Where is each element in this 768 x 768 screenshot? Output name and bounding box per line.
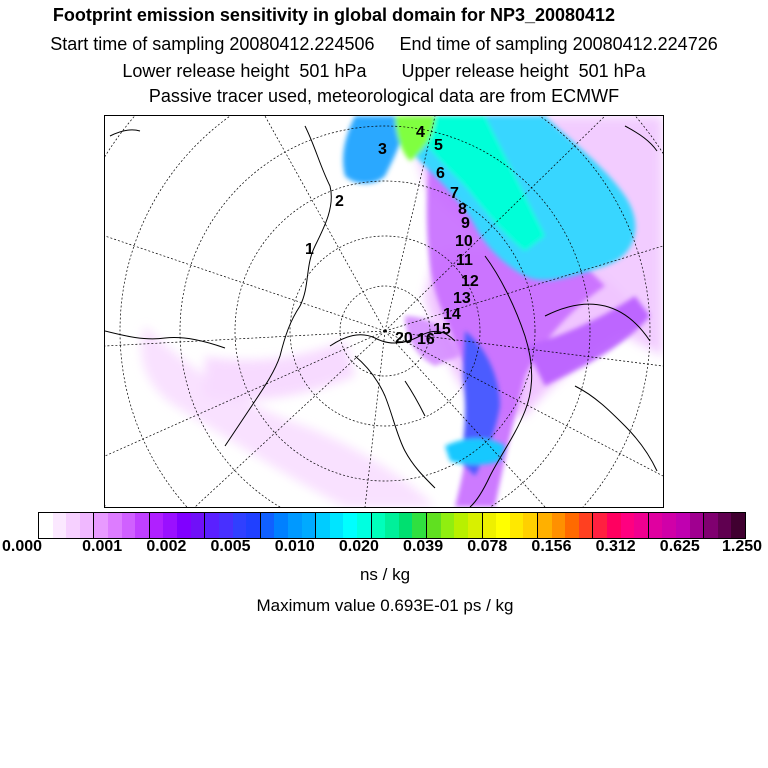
- colorbar-cell: [94, 513, 108, 538]
- colorbar: [38, 512, 746, 539]
- colorbar-cell: [233, 513, 247, 538]
- track-label: 3: [378, 141, 387, 158]
- track-label: 8: [458, 201, 467, 218]
- map-panel: [104, 115, 664, 508]
- track-label: 4: [416, 124, 425, 141]
- colorbar-cell: [288, 513, 302, 538]
- colorbar-cell: [552, 513, 566, 538]
- track-label: 2: [335, 193, 344, 210]
- colorbar-tick-label: 0.020: [338, 538, 379, 555]
- colorbar-cell: [704, 513, 718, 538]
- tracer-info: Passive tracer used, meteorological data are from ECMWF: [148, 86, 620, 106]
- colorbar-cell: [122, 513, 136, 538]
- colorbar-tick-label: 0.039: [403, 538, 444, 555]
- colorbar-cell: [607, 513, 621, 538]
- colorbar-cell: [593, 513, 607, 538]
- colorbar-cell: [690, 513, 705, 538]
- colorbar-cell: [53, 513, 67, 538]
- colorbar-tick-label: 0.625: [659, 538, 700, 555]
- colorbar-tick-label: 0.010: [274, 538, 315, 555]
- colorbar-tick-label: 0.000: [1, 538, 43, 555]
- colorbar-cell: [483, 513, 497, 538]
- track-label: 16: [417, 331, 435, 348]
- map-title: Footprint emission sensitivity in global domain for NP3_20080412: [52, 5, 616, 25]
- colorbar-tick-label: 0.005: [210, 538, 251, 555]
- colorbar-tick-label: 0.002: [146, 538, 187, 555]
- colorbar-cell: [731, 513, 745, 538]
- track-label: 11: [456, 252, 473, 269]
- colorbar-cell: [246, 513, 261, 538]
- colorbar-cell: [496, 513, 510, 538]
- track-label: 6: [436, 165, 445, 182]
- colorbar-cell: [399, 513, 413, 538]
- track-label: 7: [450, 185, 459, 202]
- track-label: 10: [455, 233, 473, 250]
- colorbar-cell: [510, 513, 524, 538]
- colorbar-tick-label: 0.078: [467, 538, 508, 555]
- colorbar-cell: [523, 513, 538, 538]
- colorbar-units: ns / kg: [359, 565, 411, 584]
- track-label: 1: [305, 241, 314, 258]
- colorbar-cell: [316, 513, 330, 538]
- colorbar-cell: [205, 513, 219, 538]
- track-label: 20: [395, 330, 413, 347]
- colorbar-cell: [80, 513, 95, 538]
- colorbar-cell: [565, 513, 579, 538]
- track-label: 15: [433, 321, 451, 338]
- colorbar-cell: [718, 513, 732, 538]
- colorbar-cell: [261, 513, 275, 538]
- colorbar-cell: [468, 513, 483, 538]
- track-label: 5: [434, 137, 443, 154]
- colorbar-cell: [357, 513, 372, 538]
- colorbar-cell: [427, 513, 441, 538]
- colorbar-cell: [330, 513, 344, 538]
- colorbar-tick-label: 0.001: [82, 538, 123, 555]
- colorbar-cell: [135, 513, 150, 538]
- track-label: 13: [453, 290, 471, 307]
- colorbar-cell: [372, 513, 386, 538]
- colorbar-cell: [274, 513, 288, 538]
- colorbar-cell: [302, 513, 317, 538]
- colorbar-cell: [538, 513, 552, 538]
- footprint-map: [105, 116, 663, 507]
- colorbar-cell: [343, 513, 357, 538]
- colorbar-cell: [412, 513, 427, 538]
- colorbar-cell: [649, 513, 663, 538]
- colorbar-cell: [163, 513, 177, 538]
- track-label: 12: [461, 273, 479, 290]
- colorbar-tick-label: 1.250: [721, 538, 763, 555]
- release-heights: Lower release height 501 hPa Upper release height 501 hPa: [122, 61, 646, 81]
- colorbar-tick-label: 0.312: [595, 538, 636, 555]
- colorbar-cell: [191, 513, 206, 538]
- colorbar-tick-label: 0.156: [531, 538, 572, 555]
- colorbar-cell: [454, 513, 468, 538]
- colorbar-cell: [219, 513, 233, 538]
- colorbar-cell: [634, 513, 649, 538]
- colorbar-cell: [441, 513, 455, 538]
- colorbar-cell: [150, 513, 164, 538]
- colorbar-cell: [579, 513, 594, 538]
- track-label: 14: [443, 306, 461, 323]
- colorbar-cell: [385, 513, 399, 538]
- colorbar-cell: [621, 513, 635, 538]
- max-value: Maximum value 0.693E-01 ps / kg: [256, 596, 514, 615]
- colorbar-cell: [39, 513, 53, 538]
- colorbar-tick-labels: [0, 538, 768, 558]
- colorbar-cell: [662, 513, 676, 538]
- track-label: 9: [461, 215, 470, 232]
- colorbar-cell: [676, 513, 690, 538]
- colorbar-cell: [66, 513, 80, 538]
- colorbar-cell: [177, 513, 191, 538]
- colorbar-cell: [108, 513, 122, 538]
- sampling-times: Start time of sampling 20080412.224506 End time of sampling 20080412.224726: [50, 34, 718, 54]
